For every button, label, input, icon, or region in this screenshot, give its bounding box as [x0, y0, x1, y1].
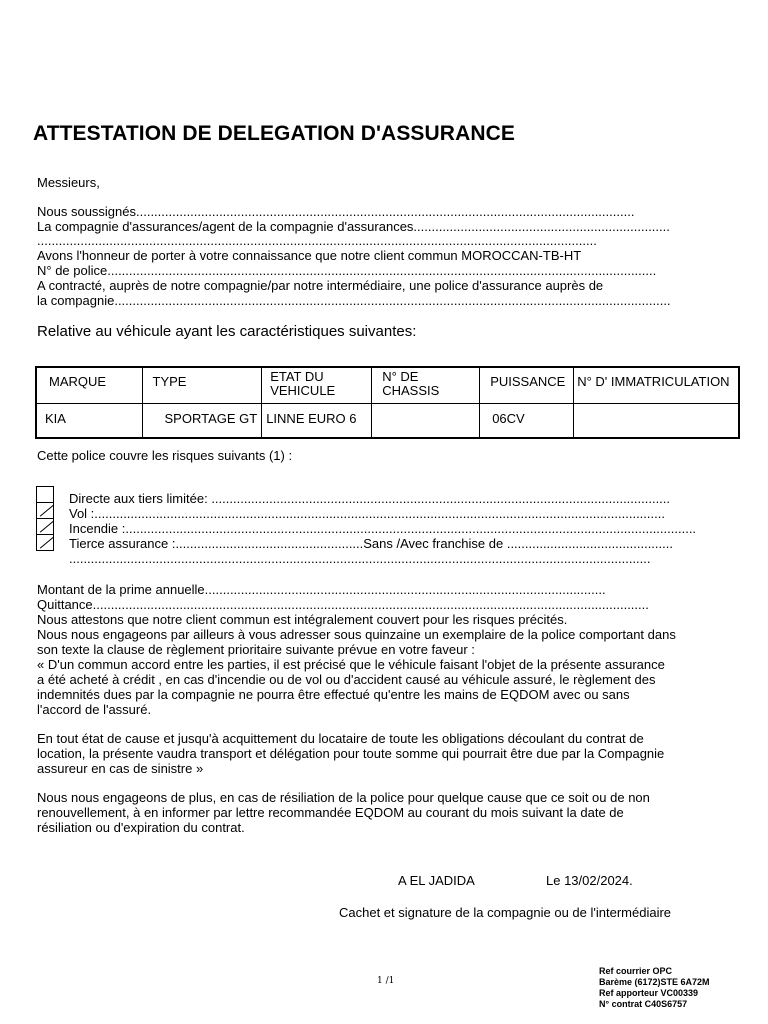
- risk-label: Tierce assurance :....................................................Sans /Avec franchise de ..............................................: [69, 536, 673, 551]
- intro-line: A contracté, auprès de notre compagnie/par notre intermédiaire, une police d'assurance auprès de: [37, 278, 604, 293]
- intro-line: Nous soussignés..........................................................................................................................................: [37, 204, 635, 219]
- body-line: « D'un commun accord entre les parties, il est précisé que le véhicule faisant l'objet de la présente assurance: [37, 657, 665, 672]
- intro-line: N° de police........................................................................................................................................................: [37, 263, 657, 278]
- body-line: Nous attestons que notre client commun est intégralement couvert pour les risques précités.: [37, 612, 568, 627]
- body-line: assureur en cas de sinistre »: [37, 761, 204, 776]
- risk-checkbox[interactable]: [36, 486, 54, 503]
- body-line: indemnités dues par la compagnie ne pourra être effectué qu'entre les mains de EQDOM avec ou sans: [37, 687, 630, 702]
- signature-label: Cachet et signature de la compagnie ou de l'intermédiaire: [339, 905, 672, 920]
- risk-checkbox[interactable]: [36, 518, 54, 535]
- table-row: [36, 403, 739, 438]
- resiliation-paragraph: [37, 790, 735, 835]
- cell-type: SPORTAGE GT: [142, 403, 262, 438]
- clause-paragraph: [37, 612, 735, 717]
- body-line: location, la présente vaudra transport et délégation pour toute somme qui pourrait être due par la Compagnie: [37, 746, 665, 761]
- reference-line: Ref apporteur VC00339: [599, 988, 699, 998]
- risk-label: Directe aux tiers limitée: ...............................................................................................................................: [69, 491, 671, 506]
- place: A EL JADIDA: [398, 873, 475, 888]
- body-line: En tout état de cause et jusqu'à acquittement du locataire de toute les obligations découlant du contrat de: [37, 731, 644, 746]
- header-immatriculation: N° D' IMMATRICULATION: [574, 367, 739, 403]
- page-number: 1 /1: [377, 976, 395, 986]
- vehicle-intro-text: Relative au véhicule ayant les caractéristiques suivantes:: [37, 323, 417, 340]
- body-line: a été acheté à crédit , en cas d'incendie ou de vol ou d'accident causé au véhicule assuré, le règlement des: [37, 672, 656, 687]
- vehicle-table: [35, 366, 740, 439]
- salutation: Messieurs,: [37, 175, 100, 190]
- reference-line: Barème (6172)STE 6A72M: [599, 977, 710, 987]
- document-title: ATTESTATION DE DELEGATION D'ASSURANCE: [33, 122, 515, 145]
- cell-immatriculation: [574, 403, 739, 438]
- body-line: son texte la clause de règlement prioritaire suivante prévue en votre faveur :: [37, 642, 475, 657]
- premium-line: Montant de la prime annuelle...............................................................................................................: [37, 582, 606, 597]
- risk-label: Vol :..............................................................................................................................................................: [69, 506, 665, 521]
- risk-extra-line: .................................................................................................................................................................: [69, 551, 651, 566]
- location-paragraph: [37, 731, 735, 776]
- header-etat: ETAT DU VEHICULE: [262, 367, 372, 403]
- header-puissance: PUISSANCE: [480, 367, 574, 403]
- body-line: Nous nous engageons par ailleurs à vous adresser sous quinzaine un exemplaire de la police comportant dans: [37, 627, 676, 642]
- header-type: TYPE: [142, 367, 262, 403]
- body-line: résiliation ou d'expiration du contrat.: [37, 820, 245, 835]
- body-line: Nous nous engageons de plus, en cas de résiliation de la police pour quelque cause que ce soit ou de non: [37, 790, 650, 805]
- cell-marque: KIA: [36, 403, 142, 438]
- table-header-row: [36, 367, 739, 403]
- header-marque: MARQUE: [36, 367, 142, 403]
- body-line: renouvellement, à en informer par lettre recommandée EQDOM au courant du mois suivant la date de: [37, 805, 624, 820]
- risk-label: Incendie :..............................................................................................................................................................: [69, 521, 697, 536]
- cell-puissance: 06CV: [480, 403, 574, 438]
- risk-checkbox[interactable]: [36, 534, 54, 551]
- reference-line: N° contrat C40S6757: [599, 999, 688, 1009]
- intro-line: Avons l'honneur de porter à votre connaissance que notre client commun MOROCCAN-TB-HT: [37, 248, 582, 263]
- quittance-line: Quittance..........................................................................................................................................................: [37, 597, 649, 612]
- risks-intro: Cette police couvre les risques suivants (1) :: [37, 448, 293, 463]
- cell-etat: LINNE EURO 6: [262, 403, 372, 438]
- intro-line: La compagnie d'assurances/agent de la compagnie d'assurances.......................................................................: [37, 219, 670, 234]
- risk-checkbox[interactable]: [36, 502, 54, 519]
- body-line: l'accord de l'assuré.: [37, 702, 152, 717]
- header-chassis: N° DE CHASSIS: [372, 367, 480, 403]
- cell-chassis: [372, 403, 480, 438]
- date: Le 13/02/2024.: [546, 873, 633, 888]
- intro-line: la compagnie..........................................................................................................................................................: [37, 293, 671, 308]
- reference-line: Ref courrier OPC: [599, 966, 673, 976]
- intro-line: ...........................................................................................................................................................: [37, 233, 597, 248]
